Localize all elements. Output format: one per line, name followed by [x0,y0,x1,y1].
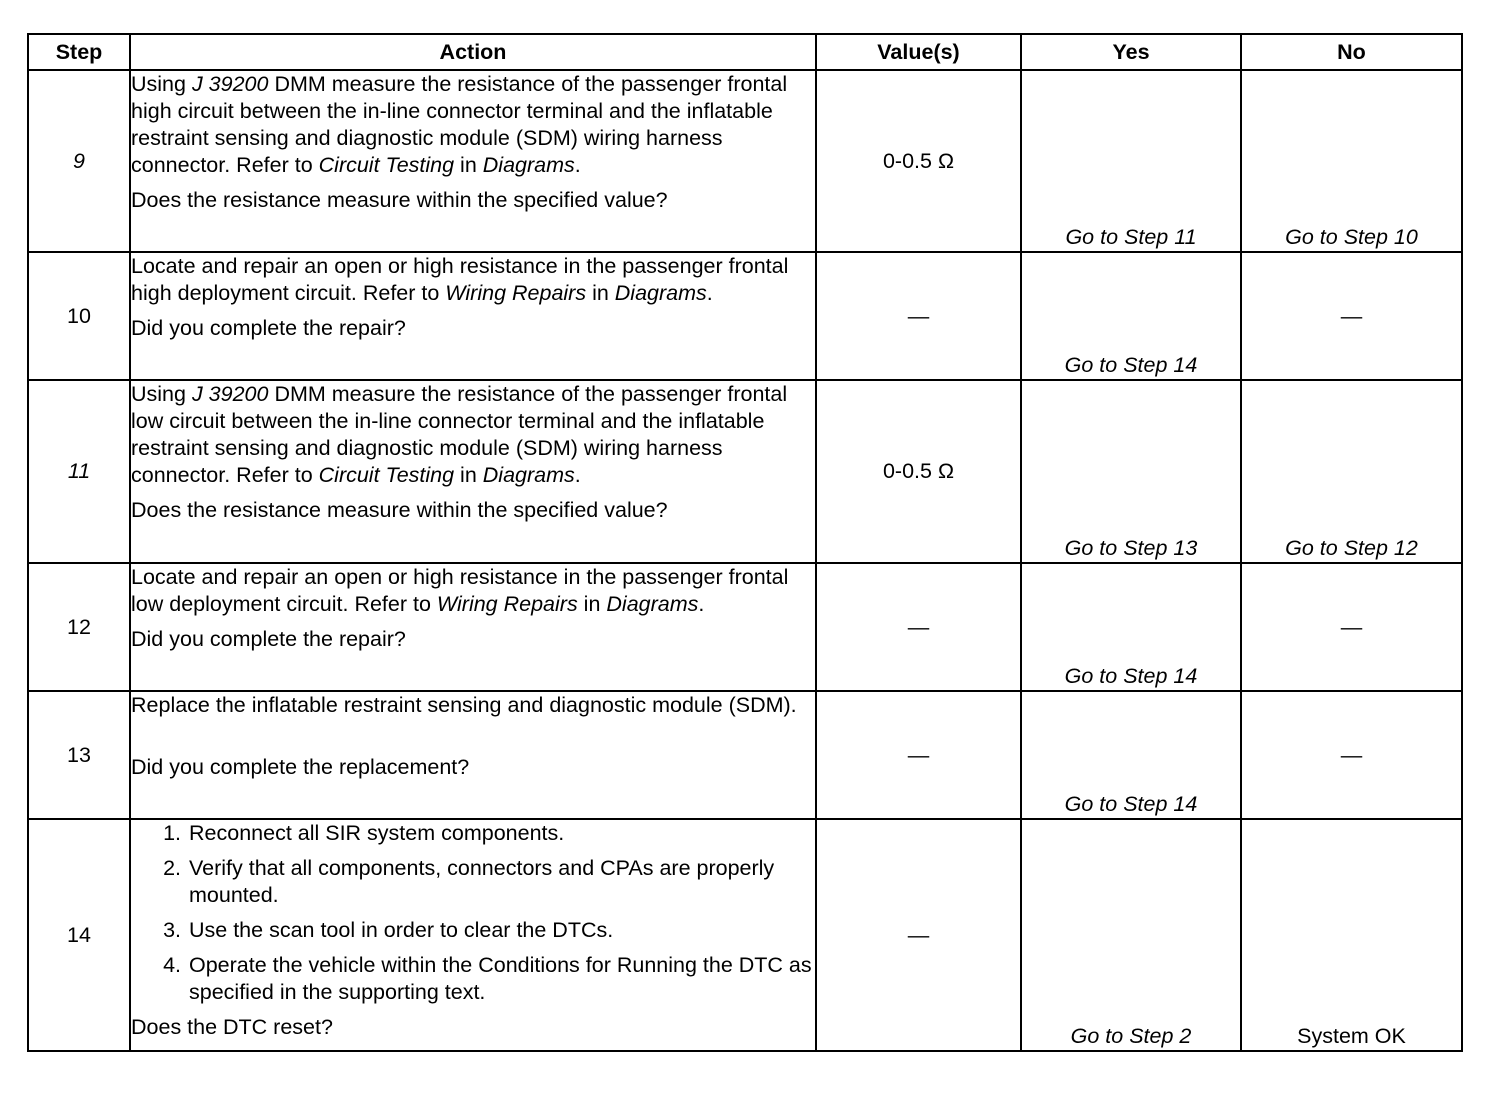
action-text: Using J 39200 DMM measure the resistance of the passenger frontal low circuit between the in-line connector terminal and the inflatable restraint sensing and diagnostic module (SDM) wiring harness connector. Refer to Circuit Testing in Diagrams. [131,382,788,487]
table-row [28,563,1462,691]
action-cell [130,380,816,563]
yes-cell: Go to Step 13 [1021,380,1241,563]
table-row [28,252,1462,380]
no-cell: — [1241,252,1462,380]
value-cell: 0-0.5 Ω [816,70,1021,252]
step-number: 10 [28,252,130,380]
table-row [28,380,1462,563]
value-cell: — [816,691,1021,819]
action-cell [130,70,816,252]
list-item: 2. Verify that all components, connectors and CPAs are properly mounted. [187,855,815,909]
header-action: Action [130,34,816,70]
action-question: Does the DTC reset? [131,1015,333,1039]
list-item: 1. Reconnect all SIR system components. [187,820,815,847]
step-number: 11 [28,380,130,563]
header-step: Step [28,34,130,70]
no-cell: Go to Step 10 [1241,70,1462,252]
yes-cell: Go to Step 14 [1021,252,1241,380]
no-cell: — [1241,691,1462,819]
list-item: 4. Operate the vehicle within the Conditions for Running the DTC as specified in the supporting text. [187,952,815,1006]
list-item: 3. Use the scan tool in order to clear the DTCs. [187,917,815,944]
action-text: Locate and repair an open or high resistance in the passenger frontal low deployment circuit. Refer to Wiring Repairs in Diagrams. [131,565,789,616]
action-question: Does the resistance measure within the specified value? [131,498,668,522]
value-cell: — [816,252,1021,380]
yes-cell: Go to Step 14 [1021,563,1241,691]
no-cell: — [1241,563,1462,691]
action-cell [130,819,816,1051]
no-cell: System OK [1241,819,1462,1051]
header-no: No [1241,34,1462,70]
diagnostic-table [27,33,1463,1052]
action-question: Did you complete the repair? [131,627,406,651]
action-question: Did you complete the replacement? [131,755,470,779]
step-number: 12 [28,563,130,691]
step-number: 13 [28,691,130,819]
action-cell [130,252,816,380]
yes-cell: Go to Step 2 [1021,819,1241,1051]
yes-cell: Go to Step 14 [1021,691,1241,819]
value-cell: — [816,563,1021,691]
action-text: Locate and repair an open or high resistance in the passenger frontal high deployment circuit. Refer to Wiring Repairs in Diagrams. [131,254,789,305]
table-row [28,691,1462,819]
header-row [28,34,1462,70]
action-question: Does the resistance measure within the specified value? [131,188,668,212]
step-number: 14 [28,819,130,1051]
action-cell [130,563,816,691]
value-cell: — [816,819,1021,1051]
table-row [28,819,1462,1051]
no-cell: Go to Step 12 [1241,380,1462,563]
procedure-list [131,820,815,1006]
step-number: 9 [28,70,130,252]
action-text: Replace the inflatable restraint sensing and diagnostic module (SDM). [131,693,797,717]
header-yes: Yes [1021,34,1241,70]
table-row [28,70,1462,252]
yes-cell: Go to Step 11 [1021,70,1241,252]
header-values: Value(s) [816,34,1021,70]
action-question: Did you complete the repair? [131,316,406,340]
action-cell [130,691,816,819]
value-cell: 0-0.5 Ω [816,380,1021,563]
action-text: Using J 39200 DMM measure the resistance of the passenger frontal high circuit between the in-line connector terminal and the inflatable restraint sensing and diagnostic module (SDM) wiring harness connector. Refer to Circuit Testing in Diagrams. [131,72,788,177]
